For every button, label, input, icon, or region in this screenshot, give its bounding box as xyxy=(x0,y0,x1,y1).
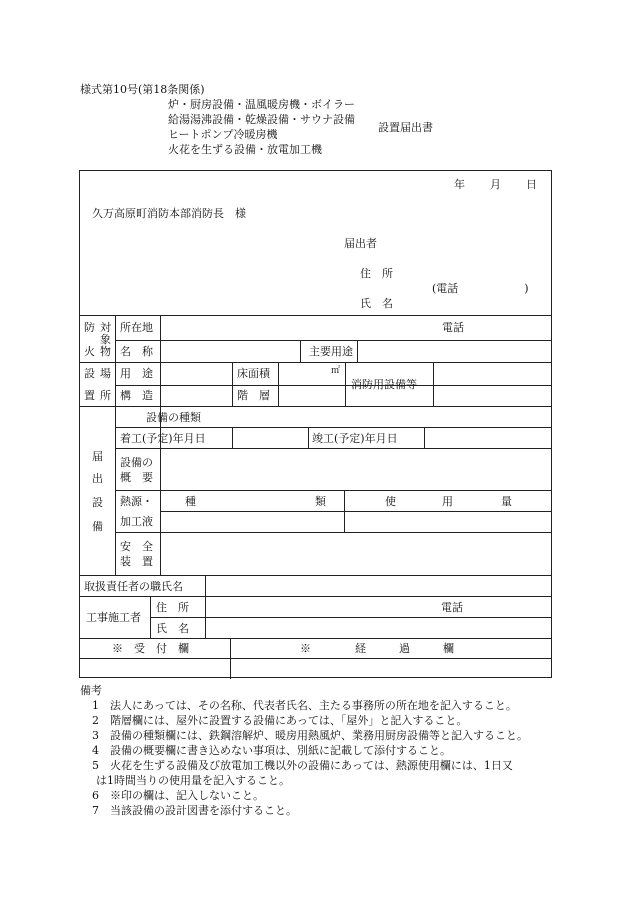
divider xyxy=(115,448,552,449)
divider xyxy=(115,340,552,341)
start-date-label: 着工(予定)年月日 xyxy=(120,432,206,445)
completion-date-label: 竣工(予定)年月日 xyxy=(312,432,398,445)
divider xyxy=(150,596,151,638)
divider xyxy=(80,575,552,576)
kind-char-2: 類 xyxy=(315,495,326,508)
divider xyxy=(115,385,552,386)
notes-section xyxy=(80,683,528,818)
divider xyxy=(80,638,552,639)
note-item: 2 階層欄には、屋外に設置する設備にあっては、「屋外」と記入すること。 xyxy=(92,714,468,727)
phone-label: (電話 ) xyxy=(432,282,529,295)
address-label: 住 所 xyxy=(360,267,393,280)
divider xyxy=(115,532,552,533)
document-title: 設置届出書 xyxy=(378,121,433,134)
note-item-continued: は1時間当りの使用量を記入すること。 xyxy=(96,774,290,787)
place-char-1: 設 xyxy=(84,367,95,380)
overview-label-1: 設備の xyxy=(120,456,153,469)
divider xyxy=(160,315,161,575)
form-number: 様式第10号(第18条関係) xyxy=(80,83,205,96)
divider xyxy=(150,617,552,618)
usage-char-2: 用 xyxy=(442,495,453,508)
date-year: 年 xyxy=(454,178,465,191)
contractor-address-label: 住 所 xyxy=(156,601,189,614)
divider xyxy=(115,315,116,406)
equipment-line-4: 火花を生ずる設備・放電加工機 xyxy=(168,143,322,156)
divider xyxy=(424,427,425,448)
sqm-unit: ㎡ xyxy=(331,366,341,376)
main-use-label: 主要用途 xyxy=(309,345,353,358)
notification-form xyxy=(79,170,552,678)
notif-char-4: 備 xyxy=(92,520,103,533)
contractor-phone-label: 電話 xyxy=(441,601,463,614)
divider xyxy=(115,427,552,428)
facility-name-label: 名 称 xyxy=(120,345,153,358)
manager-label: 取扱責任者の職氏名 xyxy=(84,580,183,593)
divider xyxy=(115,490,552,491)
divider xyxy=(80,658,552,659)
divider xyxy=(300,340,301,362)
notif-char-3: 設 xyxy=(92,496,103,509)
name-label: 氏 名 xyxy=(360,297,393,310)
equipment-line-1: 炉・厨房設備・温風暖房機・ボイラー xyxy=(168,98,355,111)
safety-label-2: 装 置 xyxy=(120,555,153,568)
equipment-line-2: 給湯湯沸設備・乾燥設備・サウナ設備 xyxy=(168,113,355,126)
note-item: 3 設備の種類欄には、鉄鋼溶解炉、暖房用熱風炉、業務用厨房設備等と記入すること。 xyxy=(92,729,528,742)
note-item: 6 ※印の欄は、記入しないこと。 xyxy=(92,789,264,802)
location-label: 所在地 xyxy=(120,321,153,334)
place-char-4: 所 xyxy=(100,389,111,402)
divider xyxy=(345,362,346,406)
floor-area-label: 床面積 xyxy=(237,367,270,380)
place-char-2: 場 xyxy=(100,367,111,380)
floors-label: 階 層 xyxy=(237,389,270,402)
note-item: 4 設備の概要欄に書き込めない事項は、別紙に記載して添付すること。 xyxy=(92,744,451,757)
divider xyxy=(232,427,233,448)
note-item: 5 火花を生ずる設備及び放電加工機以外の設備にあっては、熱源使用欄には、1日又 xyxy=(92,759,513,772)
notes-heading: 備考 xyxy=(80,684,102,697)
divider xyxy=(230,638,231,679)
safety-label-1: 安 全 xyxy=(120,540,153,553)
location-phone-label: 電話 xyxy=(442,321,464,334)
contractor-label: 工事施工者 xyxy=(86,611,141,624)
heat-source-label-1: 熱源・ xyxy=(120,495,153,508)
progress-column-label: ※ 経 過 欄 xyxy=(300,642,454,655)
target-char-4: 火 xyxy=(84,345,95,358)
usage-char-1: 使 xyxy=(385,495,396,508)
date-day: 日 xyxy=(526,178,537,191)
usage-char-3: 量 xyxy=(501,495,512,508)
use-label: 用 途 xyxy=(120,367,153,380)
fire-equipment-label: 消防用設備等 xyxy=(351,378,417,391)
notif-char-2: 出 xyxy=(92,472,103,485)
divider xyxy=(357,340,358,362)
divider xyxy=(344,490,345,532)
note-item: 7 当該設備の設計図書を添付すること。 xyxy=(92,804,297,817)
reception-column-label: ※ 受 付 欄 xyxy=(112,642,189,655)
note-item: 1 法人にあっては、その名称、代表者氏名、主たる事務所の所在地を記入すること。 xyxy=(92,699,517,712)
equipment-type-label: 設備の種類 xyxy=(146,411,201,424)
divider xyxy=(308,427,309,448)
divider xyxy=(80,406,552,407)
equipment-line-3: ヒートポンプ冷暖房機 xyxy=(168,128,278,141)
divider xyxy=(232,362,233,406)
target-char-3: 象 xyxy=(100,333,111,346)
notifier-label: 届出者 xyxy=(344,237,377,250)
divider xyxy=(278,362,279,406)
kind-char-1: 種 xyxy=(185,495,196,508)
target-char-2: 対 xyxy=(100,321,111,334)
divider xyxy=(80,315,552,316)
notif-char-1: 届 xyxy=(92,450,103,463)
divider xyxy=(160,511,552,512)
divider xyxy=(80,362,552,363)
target-char-5: 物 xyxy=(100,345,111,358)
contractor-name-label: 氏 名 xyxy=(156,622,189,635)
divider xyxy=(205,596,206,638)
divider xyxy=(433,362,434,406)
place-char-3: 置 xyxy=(84,389,95,402)
date-month: 月 xyxy=(490,178,501,191)
addressee: 久万高原町消防本部消防長 様 xyxy=(92,207,246,220)
heat-source-label-2: 加工液 xyxy=(120,515,153,528)
divider xyxy=(205,575,206,596)
target-char-1: 防 xyxy=(84,321,95,334)
divider xyxy=(115,406,116,575)
structure-label: 構 造 xyxy=(120,389,153,402)
overview-label-2: 概 要 xyxy=(120,471,153,484)
